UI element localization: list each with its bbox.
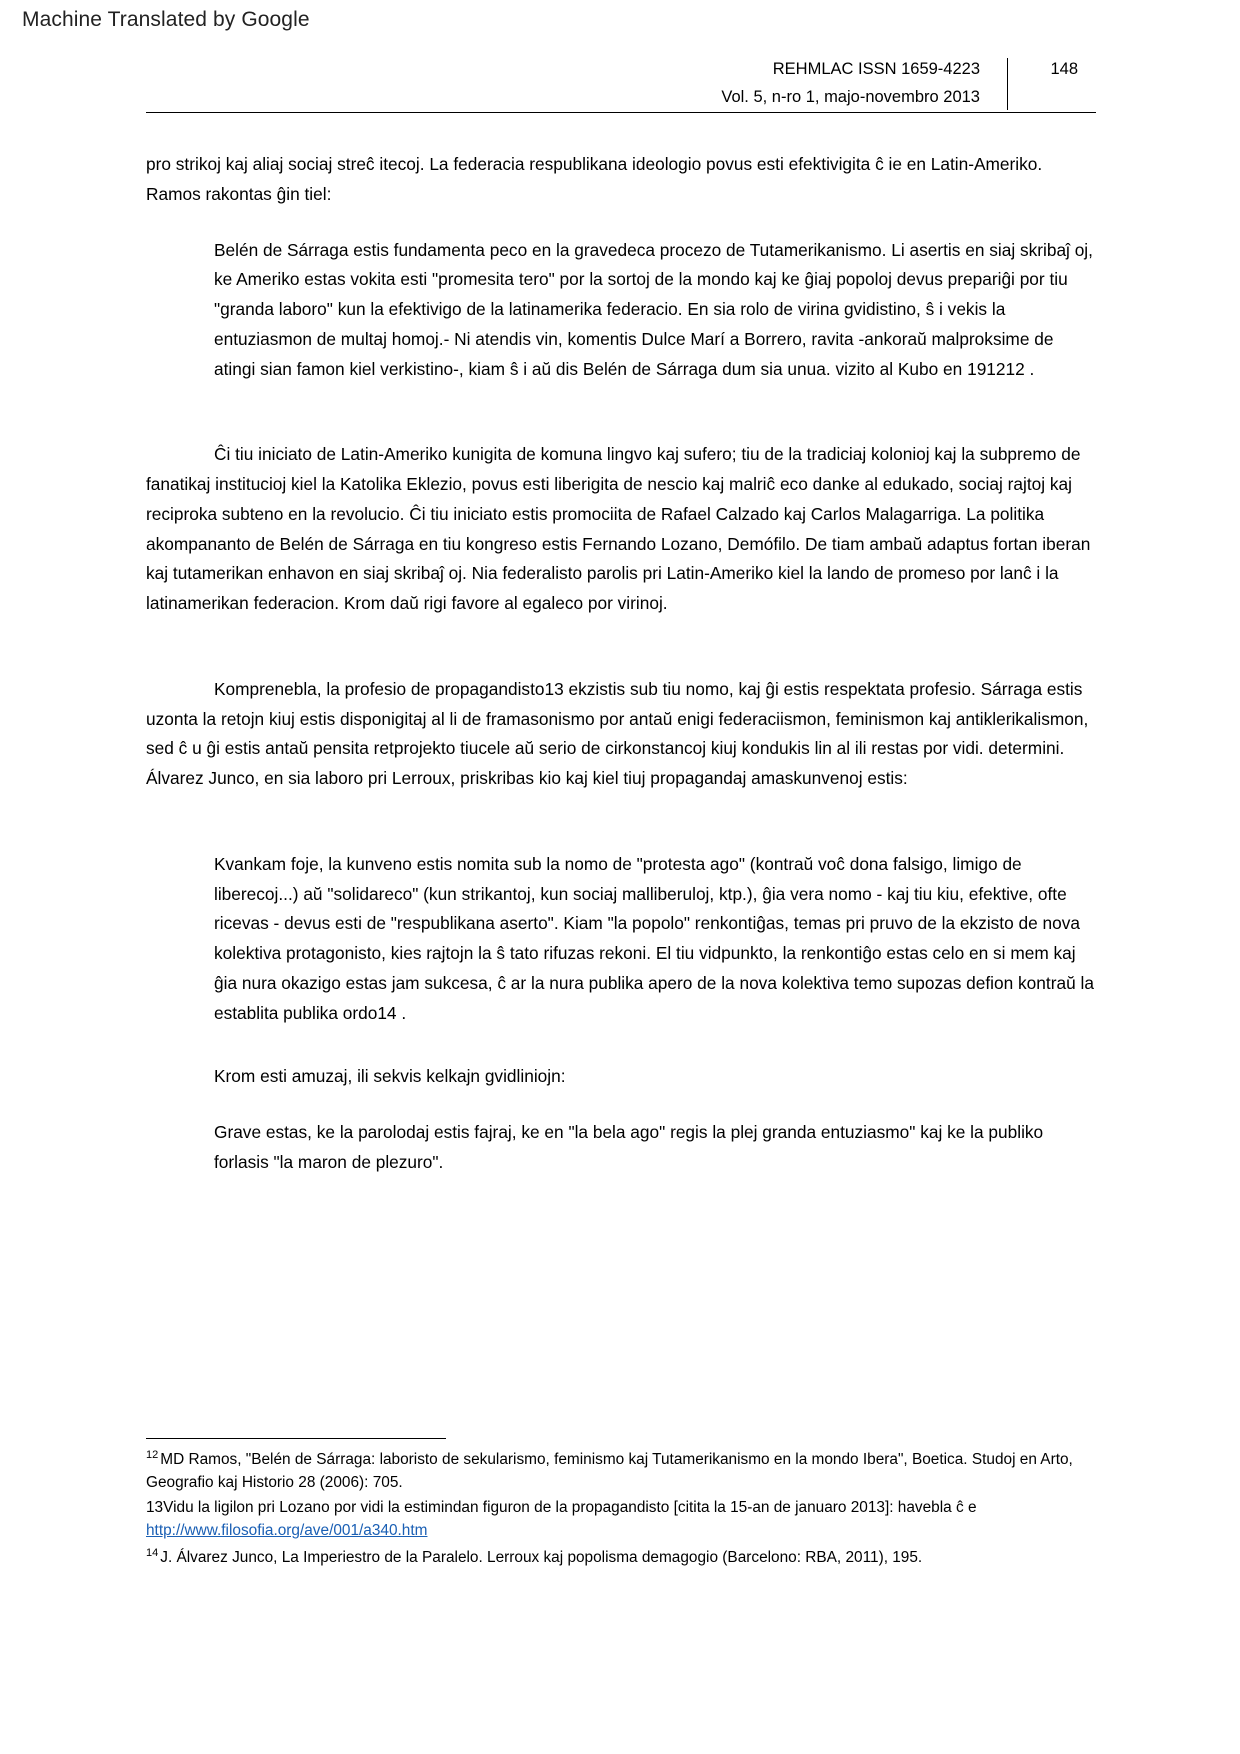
blockquote-4: Grave estas, ke la parolodaj estis fajraj, ke en "la bela ago" regis la plej granda entuziasmo" kaj ke la publiko forlasis "la maron de plezuro". [214,1122,1044,1172]
footnote-13 [146,1496,1096,1542]
paragraph-1: pro strikoj kaj aliaj sociaj streĉ itecoj. La federacia respublikana ideologio povus esti efektivigita ĉ ie en Latin-Ameriko. Ramos rakontas ĝin tiel: [146,154,1043,204]
document-body [146,150,1096,1204]
spacer [146,410,1096,440]
spacer [146,645,1096,675]
footnote-13-text: 13Vidu la ligilon pri Lozano por vidi la estimindan figuron de la propagandisto [citita la 15-an de januaro 2013]: havebla ĉ e [146,1499,977,1517]
footnote-14-marker: 14 [146,1546,159,1559]
footnote-14 [146,1545,1096,1569]
header-divider [1007,58,1008,110]
footnote-12 [146,1447,1096,1494]
header-rule [146,112,1096,113]
blockquote-1: Belén de Sárraga estis fundamenta peco en la gravedeca procezo de Tutamerikanismo. Li asertis en siaj skribaĵ oj, ke Ameriko estas vokita esti "promesita tero" por la sortoj de la mondo kaj ke ĝiaj popoloj devus prepariĝi por tiu "granda laboro" kun la efektivigo de la latinamerika federacio. En sia rolo de virina gvidistino, ŝ i vekis la entuziasmon de multaj homoj.- Ni atendis vin, komentis Dulce Marí a Borrero, ravita -ankoraŭ malproksime de atingi sian famon kiel verkistino-, kiam ŝ i aŭ dis Belén de Sárraga dum sia unua. vizito al Kubo en 191212 . [214,239,1093,379]
blockquote-2: Kvankam foje, la kunveno estis nomita sub la nomo de "protesta ago" (kontraŭ voĉ dona falsigo, limigo de liberecoj...) aŭ "solidareco" (kun strikantoj, kun sociaj malliberuloj, ktp.), ĝia vera nomo - kaj tiu kiu, efektive, ofte ricevas - devus esti de "respublikana aserto". Kiam "la popolo" renkontiĝas, temas pri pruvo de la ekzisto de nova kolektiva protagonisto, kies rajtojn la ŝ tato rifuzas rekoni. El tiu vidpunkto, la renkontiĝo estas celo en si mem kaj ĝia nura okazigo estas jam sukcesa, ĉ ar la nura publika apero de la nova kolektiva temo supozas defion kontraŭ la establita publika ordo14 . [214,853,1094,1023]
page-header [146,56,1096,114]
paragraph-3: Komprenebla, la profesio de propagandisto13 ekzistis sub tiu nomo, kaj ĝi estis respektata profesio. Sárraga estis uzonta la retojn kiuj estis disponigitaj al li de framasonismo por antaŭ enigi federaciismon, feminismon kaj antiklerikalismon, sed ĉ u ĝi estis antaŭ pensita retprojekto tiucele aŭ serio de cirkonstancoj kiuj kondukis lin al ili restas por vidi. determini. Álvarez Junco, en sia laboro pri Lerroux, priskribas kio kaj kiel tiuj propagandaj amaskunvenoj estis: [146,678,1089,788]
blockquote-3: Krom esti amuzaj, ili sekvis kelkajn gvidliniojn: [214,1066,566,1087]
footnote-14-text: J. Álvarez Junco, La Imperiestro de la Paralelo. Lerroux kaj popolisma demagogio (Barcelono: RBA, 2011), 195. [160,1548,923,1566]
spacer [146,820,1096,850]
footnote-13-link[interactable]: http://www.filosofia.org/ave/001/a340.htm [146,1522,428,1540]
footnotes-section [146,1438,1096,1571]
page-number: 148 [1050,60,1078,78]
footnote-12-marker: 12 [146,1449,159,1461]
footnote-separator [146,1438,446,1439]
journal-name: REHMLAC ISSN 1659-4223 [772,60,980,78]
spacer [146,1054,1096,1062]
journal-issue: Vol. 5, n-ro 1, majo-novembro 2013 [721,88,980,106]
paragraph-2: Ĉi tiu iniciato de Latin-Ameriko kunigita de komuna lingvo kaj sufero; tiu de la tradiciaj kolonioj kaj la subpremo de fanatikaj institucioj kiel la Katolika Eklezio, povus esti liberigita de nescio kaj malriĉ eco danke al edukado, sociaj rajtoj kaj reciproka subteno en la revolucio. Ĉi tiu iniciato estis promociita de Rafael Calzado kaj Carlos Malagarriga. La politika akompananto de Belén de Sárraga en tiu kongreso estis Fernando Lozano, Demófilo. De tiam ambaŭ adaptus fortan iberan kaj tutamerikan enhavon en siaj skribaĵ oj. Nia federalisto parolis pri Latin-Ameriko kiel la lando de promeso por lanĉ i la latinamerikan federacion. Krom daŭ rigi favore al egaleco por virinoj. [146,444,1091,613]
footnote-12-text: MD Ramos, "Belén de Sárraga: laboristo de sekularismo, feminismo kaj Tutamerikanismo en la mondo Ibera", Boetica. Studoj en Arto, Geografio kaj Historio 28 (2006): 705. [146,1451,1073,1492]
machine-translation-banner: Machine Translated by Google [22,8,310,31]
